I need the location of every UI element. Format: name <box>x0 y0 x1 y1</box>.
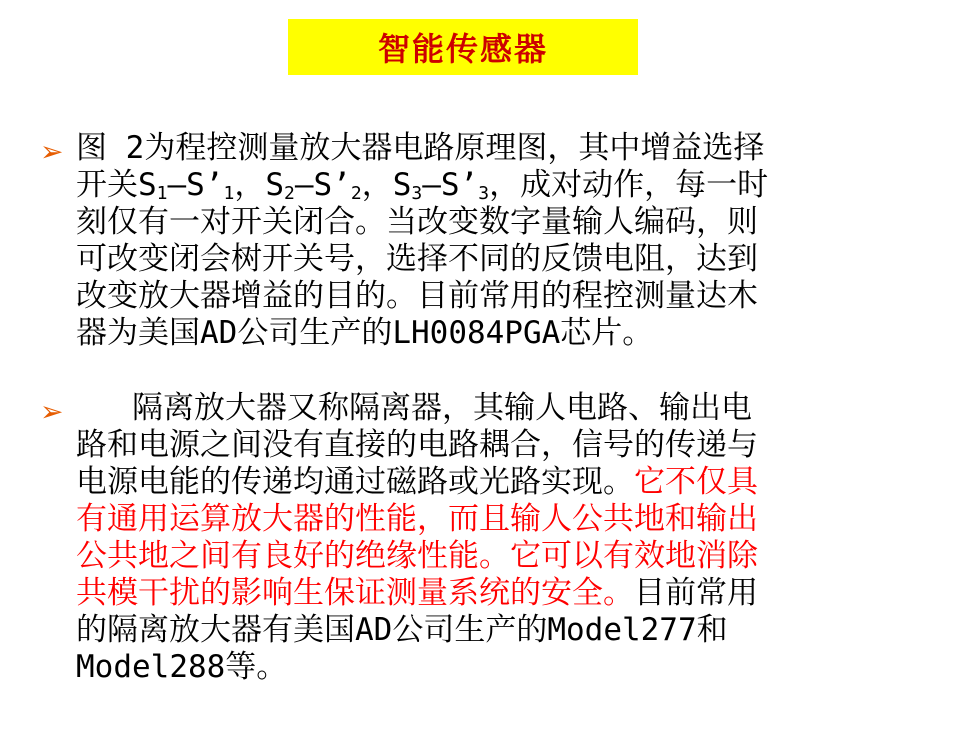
text-line-mixed <box>76 575 758 611</box>
highlighted-text: 它不仅具 <box>634 464 758 500</box>
text-line: 刻仅有一对开关闭合。当改变数字量输人编码，则 <box>76 204 758 240</box>
highlighted-text: 共模干扰的影响生保证测量系统的安全。 <box>76 575 634 611</box>
text-line: 器为美国AD公司生产的LH0084PGA芯片。 <box>76 315 654 351</box>
text-line: 改变放大器增益的目的。目前常用的程控测量达木 <box>76 278 758 314</box>
highlighted-text-line: 有通用运算放大器的性能，而且输人公共地和输出 <box>76 501 758 537</box>
text-line: 可改变闭会树开关号，选择不同的反馈电阻，达到 <box>76 241 758 277</box>
text-line: 路和电源之间没有直接的电路耦合，信号的传递与 <box>76 427 758 463</box>
arrow-bullet-icon: ➢ <box>40 135 64 168</box>
page-title: 智能传感器 <box>377 30 548 68</box>
text-segment: 电源电能的传递均通过磁路或光路实现。 <box>76 464 634 500</box>
text-line: Model288等。 <box>76 649 288 685</box>
text-line: 的隔离放大器有美国AD公司生产的Model277和 <box>76 612 728 648</box>
text-segment: 目前常用 <box>634 575 758 611</box>
text-line-switches: 开关$S_1—S’_1$，$S_2—S’_2$，$S_3—S’_3$，成对动作，每一时 <box>76 167 769 204</box>
arrow-bullet-icon: ➢ <box>40 395 64 428</box>
title-banner <box>288 19 638 75</box>
text-line-mixed <box>76 464 758 500</box>
text-line: 隔离放大器又称隔离器，其输人电路、输出电 <box>76 390 752 426</box>
text-line: 图 2为程控测量放大器电路原理图，其中增益选择 <box>76 130 765 166</box>
highlighted-text-line: 公共地之间有良好的绝缘性能。它可以有效地消除 <box>76 538 758 574</box>
